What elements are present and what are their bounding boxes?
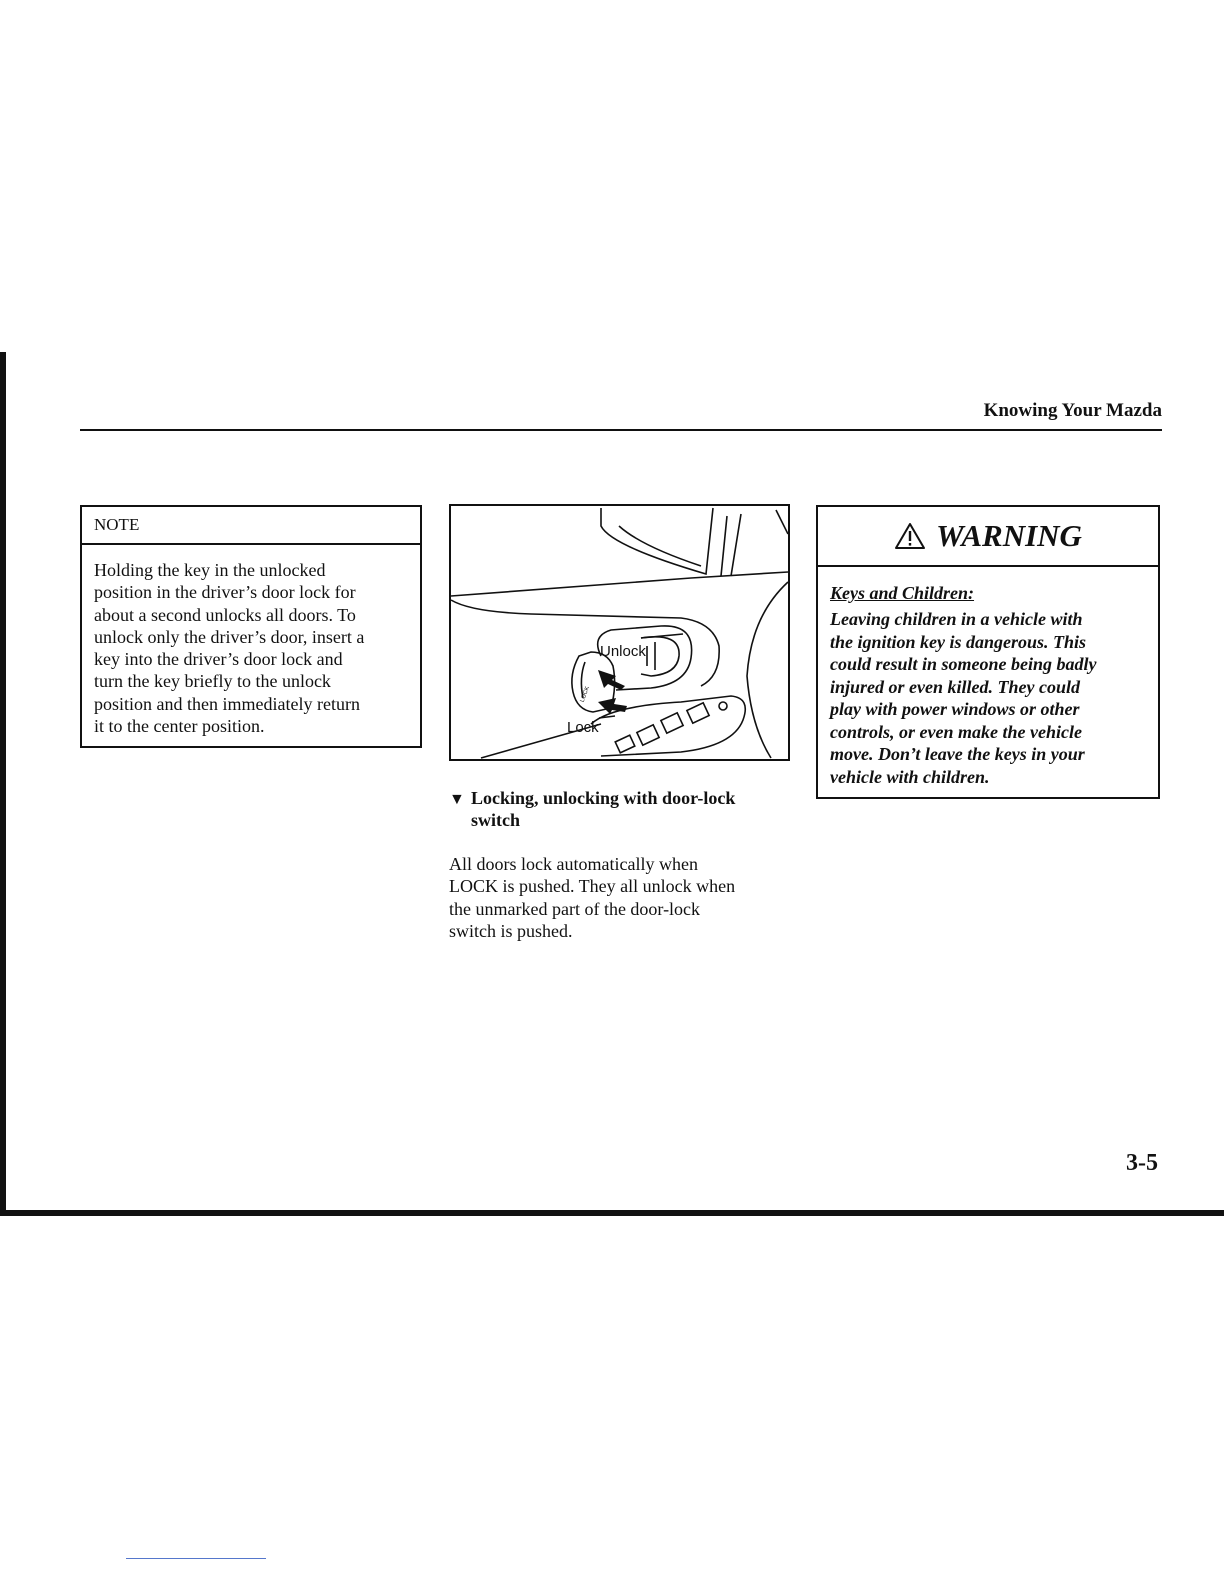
warning-title: WARNING bbox=[936, 518, 1082, 553]
body-paragraph bbox=[449, 853, 789, 942]
body-line: All doors lock automatically when bbox=[449, 854, 698, 874]
body-line: switch is pushed. bbox=[449, 920, 573, 941]
note-line: it to the center position. bbox=[94, 716, 265, 737]
warning-line: controls, or even make the vehicle bbox=[830, 721, 1082, 742]
note-line: unlock only the driver’s door, insert a bbox=[94, 626, 365, 647]
note-line: turn the key briefly to the unlock bbox=[94, 671, 331, 692]
body-line: the unmarked part of the door-lock bbox=[449, 898, 701, 919]
warning-line: move. Don’t leave the keys in your bbox=[830, 744, 1085, 764]
warning-line: the ignition key is dangerous. This bbox=[830, 631, 1087, 652]
unlock-label: Unlock bbox=[600, 643, 646, 660]
warning-line: could result in someone being badly bbox=[830, 654, 1097, 674]
note-line: key into the driver’s door lock and bbox=[94, 649, 343, 670]
body-line: LOCK is pushed. They all unlock when bbox=[449, 876, 736, 897]
note-line: about a second unlocks all doors. To bbox=[94, 604, 356, 625]
note-line: position and then immediately return bbox=[94, 693, 360, 714]
caption-line: Locking, unlocking with door-lock bbox=[471, 788, 736, 808]
caption-line: switch bbox=[471, 810, 520, 830]
warning-body bbox=[830, 608, 1146, 788]
warning-box bbox=[816, 505, 1160, 799]
footer-underline bbox=[126, 1558, 266, 1559]
header-rule bbox=[80, 429, 1162, 431]
note-heading: NOTE bbox=[82, 507, 420, 545]
page-edge-bar bbox=[0, 352, 6, 1216]
page-bottom-bar bbox=[0, 1210, 1224, 1216]
warning-line: vehicle with children. bbox=[830, 766, 990, 787]
warning-line: injured or even killed. They could bbox=[830, 676, 1080, 697]
warning-line: Leaving children in a vehicle with bbox=[830, 609, 1083, 629]
note-line: position in the driver’s door lock for bbox=[94, 582, 356, 603]
warning-header bbox=[818, 507, 1158, 567]
note-line: Holding the key in the unlocked bbox=[94, 560, 326, 580]
lock-label: Lock bbox=[567, 719, 599, 736]
switch-lock-marking: LOCK bbox=[579, 685, 591, 704]
note-box bbox=[80, 505, 422, 748]
note-body bbox=[82, 545, 420, 737]
section-title: Knowing Your Mazda bbox=[983, 400, 1162, 421]
warning-subheading: Keys and Children: bbox=[830, 583, 975, 603]
warning-triangle-icon bbox=[894, 522, 926, 550]
door-panel-drawing bbox=[451, 506, 788, 759]
warning-line: play with power windows or other bbox=[830, 699, 1080, 719]
door-lock-illustration bbox=[449, 504, 790, 761]
triangle-bullet-icon: ▼ bbox=[449, 791, 465, 808]
page-number: 3-5 bbox=[1126, 1150, 1158, 1176]
figure-caption bbox=[449, 787, 789, 831]
